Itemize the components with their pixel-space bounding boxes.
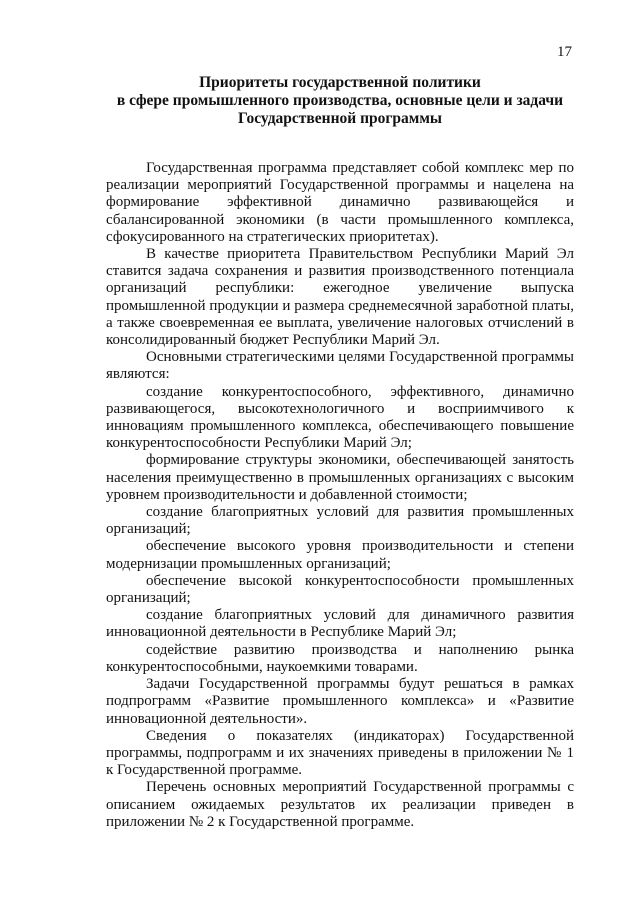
goal-item: создание благоприятных условий для динамичного развития инновационной деятельности в Республике Марий Эл; xyxy=(106,607,574,641)
goal-item: обеспечение высокой конкурентоспособности промышленных организаций; xyxy=(106,572,574,607)
paragraph-goals-intro: Основными стратегическими целями Государственной программы являются: xyxy=(106,349,574,383)
goal-item: обеспечение высокого уровня производительности и степени модернизации промышленных организаций; xyxy=(106,538,574,572)
paragraph-priority: В качестве приоритета Правительством Республики Марий Эл ставится задача сохранения и развития производственного потенциала организаций республики: ежегодное увеличение выпуска промышленной продукции и размера среднемесячной заработной платы, а также своевременная ее выплата, увеличение налоговых отчислений в консолидированный бюджет Республики Марий Эл. xyxy=(106,246,574,349)
title-line-3: Государственной программы xyxy=(238,110,442,127)
document-body xyxy=(106,160,574,831)
goal-item: создание благоприятных условий для развития промышленных организаций; xyxy=(106,504,574,538)
paragraph-tasks: Задачи Государственной программы будут решаться в рамках подпрограмм «Развитие промышленного комплекса» и «Развитие инновационной деятельности». xyxy=(106,676,574,727)
section-title xyxy=(100,74,580,128)
title-line-2: в сфере промышленного производства, основные цели и задачи xyxy=(116,92,564,109)
title-line-1: Приоритеты государственной политики xyxy=(199,74,481,91)
paragraph-indicators: Сведения о показателях (индикаторах) Государственной программы, подпрограмм и их значениях приведены в приложении № 1 к Государственной программе. xyxy=(106,727,574,779)
goal-item: содействие развитию производства и наполнению рынка конкурентоспособными, наукоемкими товарами. xyxy=(106,641,574,675)
paragraph-intro: Государственная программа представляет собой комплекс мер по реализации мероприятий Государственной программы и нацелена на формирование эффективной динамично развивающейся и сбалансированной экономики (в части промышленного комплекса, сфокусированного на стратегических приоритетах). xyxy=(106,160,574,245)
page-number: 17 xyxy=(557,44,572,60)
paragraph-activities: Перечень основных мероприятий Государственной программы с описанием ожидаемых результатов их реализации приведен в приложении № 2 к Государственной программе. xyxy=(106,779,574,830)
goal-item: формирование структуры экономики, обеспечивающей занятость населения преимущественно в промышленных организациях с высоким уровнем производительности и добавленной стоимости; xyxy=(106,452,574,503)
goal-item: создание конкурентоспособного, эффективного, динамично развивающегося, высокотехнологичного и восприимчивого к инновациям промышленного комплекса, обеспечивающего повышение конкурентоспособности Республики Марий Эл; xyxy=(106,383,574,452)
